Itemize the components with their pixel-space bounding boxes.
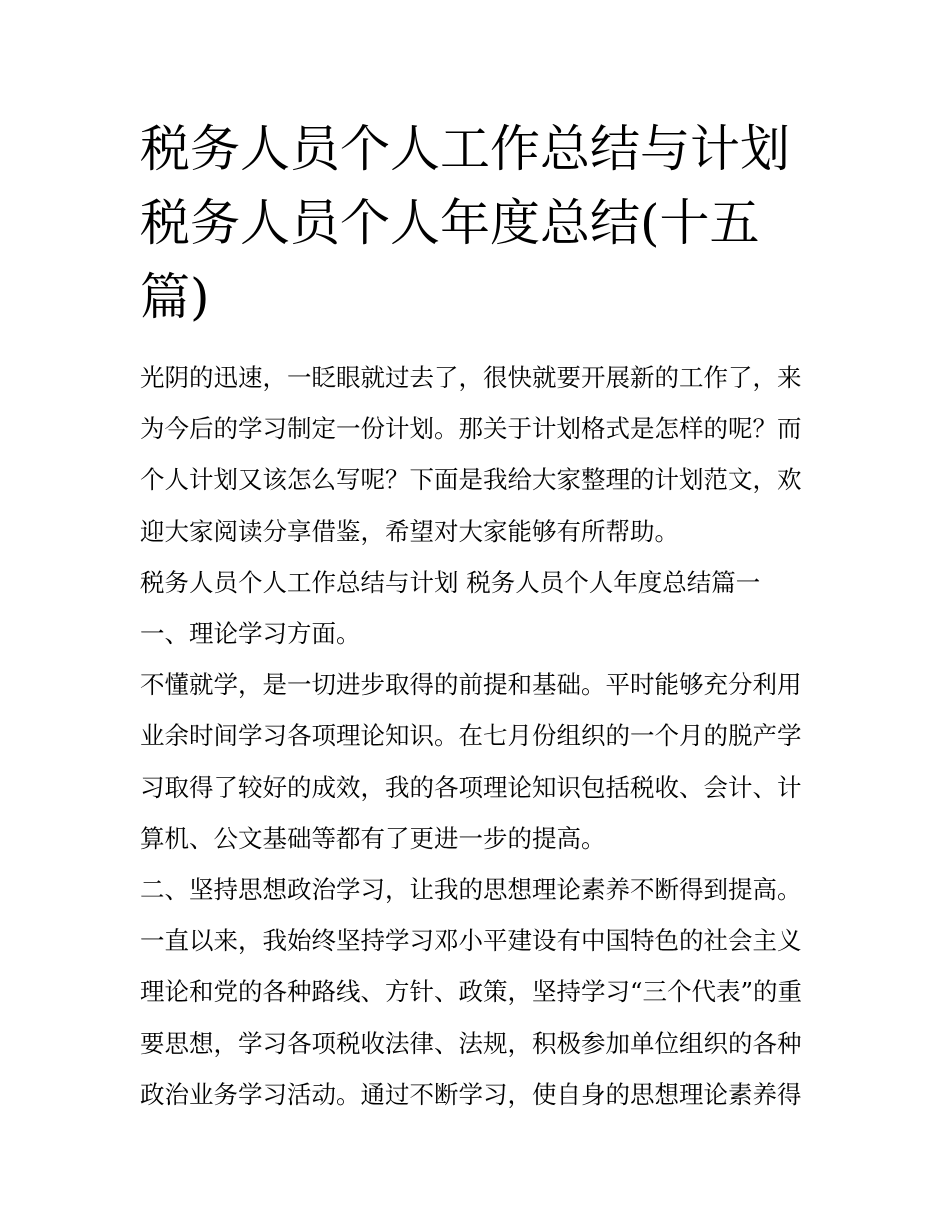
title-line: 篇)	[140, 268, 210, 326]
section-heading: 税务人员个人工作总结与计划 税务人员个人年度总结篇一	[140, 567, 761, 597]
text-line: 光阴的迅速，一眨眼就过去了，很快就要开展新的工作了，来	[140, 363, 802, 392]
item1-heading: 一、理论学习方面。	[140, 619, 361, 649]
document-body	[140, 352, 820, 1120]
intro-paragraph	[140, 352, 820, 557]
document-page	[140, 112, 820, 1120]
text-line: 一直以来，我始终坚持学习邓小平建设有中国特色的社会主义	[140, 926, 802, 956]
item2-heading: 二、坚持思想政治学习，让我的思想理论素养不断得到提高。	[140, 875, 802, 905]
text-line: 习取得了较好的成效，我的各项理论知识包括税收、会计、计	[140, 772, 802, 802]
text-line: 迎大家阅读分享借鉴，希望对大家能够有所帮助。	[140, 516, 679, 546]
title-line: 税务人员个人年度总结(十五	[140, 194, 760, 252]
text-line: 为今后的学习制定一份计划。那关于计划格式是怎样的呢？而	[140, 414, 802, 444]
text-line: 业余时间学习各项理论知识。在七月份组织的一个月的脱产学	[140, 721, 802, 751]
text-line: 个人计划又该怎么写呢？下面是我给大家整理的计划范文，欢	[140, 465, 802, 495]
document-title	[140, 112, 820, 334]
item2-paragraph	[140, 915, 820, 1120]
text-line: 算机、公文基础等都有了更进一步的提高。	[140, 823, 606, 853]
text-line: 不懂就学，是一切进步取得的前提和基础。平时能够充分利用	[140, 670, 802, 700]
text-line: 要思想，学习各项税收法律、法规，积极参加单位组织的各种	[140, 1028, 802, 1058]
text-line: 政治业务学习活动。通过不断学习，使自身的思想理论素养得	[140, 1079, 802, 1109]
text-line: 理论和党的各种路线、方针、政策，坚持学习“三个代表”的重	[140, 977, 803, 1007]
title-line: 税务人员个人工作总结与计划	[140, 120, 790, 178]
item1-paragraph	[140, 659, 820, 864]
